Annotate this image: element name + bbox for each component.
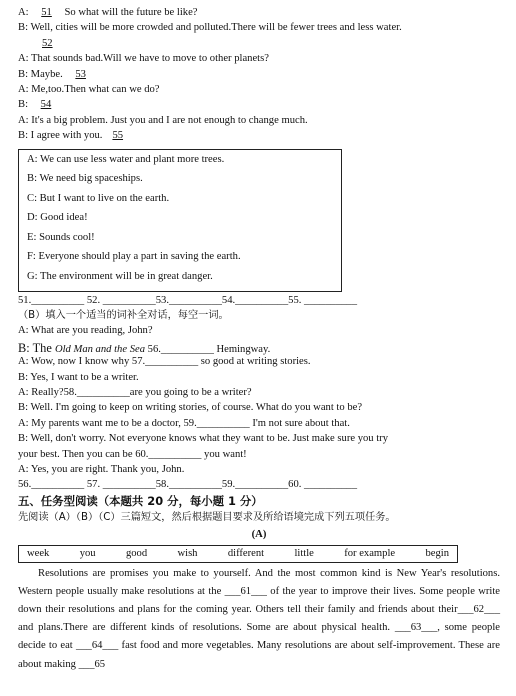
dialog2-line: B: Well. I'm going to keep on writing stories, of course. What do you want to be? [18, 402, 363, 414]
dialog2-line: A: Really?58.__________are you going to be a writer? [18, 387, 252, 399]
dialog1-text: A: That sounds bad.Will we have to move to other planets? [18, 53, 269, 65]
answer-blank: 53 [75, 68, 86, 80]
option-item: D: Good idea! [27, 212, 88, 224]
option-item: E: Sounds cool! [27, 231, 95, 243]
answer-blank: 51 [41, 7, 52, 18]
book-title: Old Man and the Sea [54, 343, 145, 355]
dialog1-text: B: Well, cities will be more crowded and polluted.There will be fewer trees and less water. [18, 22, 402, 34]
dialog1-line [18, 83, 500, 98]
exam-page [18, 6, 500, 674]
word-bank-item: little [294, 547, 314, 559]
word-bank-item: wish [177, 547, 198, 559]
dialogue-a [18, 6, 500, 145]
dialog1-line [18, 21, 500, 36]
dialog1-text-after: So what will the future be like? [61, 7, 198, 18]
dialog2-line: A: Yes, you are right. Thank you, John. [18, 463, 185, 475]
answer-blank: 54 [40, 99, 52, 111]
dialog2-line: your best. Then you can be 60.__________ you want! [18, 448, 247, 460]
word-bank [18, 545, 458, 563]
dialog1-text: B: Maybe. [18, 68, 66, 80]
section-5-intro: 先阅读（A）（B）（C）三篇短文，然后根据题目要求及所给语境完成下列五项任务。 [18, 511, 396, 523]
answer-blank: 52 [42, 37, 53, 49]
word-bank-item: week [27, 547, 50, 559]
dialog1-line [18, 114, 500, 129]
answer-row-2: 56.__________ 57. __________58.__________59.__________60. __________ [18, 479, 357, 491]
word-bank-item: different [227, 547, 265, 559]
section-5-title: 五、任务型阅读（本题共 20 分，每小题 1 分） [18, 493, 263, 508]
speaker-prefix: B: The [18, 340, 55, 355]
word-bank-item: begin [425, 547, 449, 559]
option-item: B: We need big spaceships. [27, 173, 143, 185]
dialogue-b [18, 324, 500, 478]
dialog1-line [18, 52, 500, 67]
option-item: G: The environment will be in great danger. [27, 271, 213, 283]
dialog1-text: B: [18, 99, 31, 111]
dialog1-line [18, 6, 500, 21]
dialog1-line [18, 98, 500, 113]
dialog2-line: A: My parents want me to be a doctor, 59.__________ I'm not sure about that. [18, 417, 350, 429]
dialog2-line: A: What are you reading, John? [18, 325, 153, 337]
dialog1-line [18, 129, 500, 144]
section-b-title: （B）填入一个适当的词补全对话，每空一词。 [18, 310, 229, 322]
dialog1-line [18, 37, 500, 52]
passage-a-label: (A) [251, 528, 267, 540]
dialog2-line-book [18, 340, 500, 355]
dialog1-text: A: It's a big problem. Just you and I are not enough to change much. [18, 114, 308, 126]
dialog1-text: A: Me,too.Then what can we do? [18, 83, 160, 95]
dialog1-text: B: I agree with you. [18, 130, 103, 142]
word-bank-item: good [125, 547, 148, 559]
option-item: C: But I want to live on the earth. [27, 192, 170, 204]
word-bank-item: for example [344, 547, 396, 559]
dialog1-text: A: [18, 7, 32, 18]
answer-row-1: 51.__________ 52. __________53.__________54.__________55. __________ [18, 294, 357, 306]
dialog1-line [18, 68, 500, 83]
passage-a-text: Resolutions are promises you make to yourself. And the most common kind is New Year's resolutions. Western people usually make resolutions at the ___61___ of the year to improve their lives. Some people write down their resolutions and plans for the coming year. Others tell their family and friends about their___62___ and plans.There are different kinds of resolutions. Some are about physical health. ___63___, some people decide to eat ___64___ fast food and more vegetables. Many resolutions are about self-improvement. These are about making ___65 [18, 567, 500, 670]
dialog2-line: B: Well, don't worry. Not everyone knows what they want to be. Just make sure you try [18, 433, 389, 445]
book-line-rest: 56.__________ Hemingway. [145, 343, 271, 355]
option-item: A: We can use less water and plant more trees. [27, 153, 225, 165]
dialog2-line: B: Yes, I want to be a writer. [18, 371, 139, 383]
word-bank-item: you [79, 547, 96, 559]
option-item: F: Everyone should play a part in saving the earth. [27, 251, 241, 263]
dialog2-line: A: Wow, now I know why 57.__________ so good at writing stories. [18, 356, 311, 368]
answer-blank: 55 [112, 130, 124, 142]
options-box [18, 149, 342, 292]
